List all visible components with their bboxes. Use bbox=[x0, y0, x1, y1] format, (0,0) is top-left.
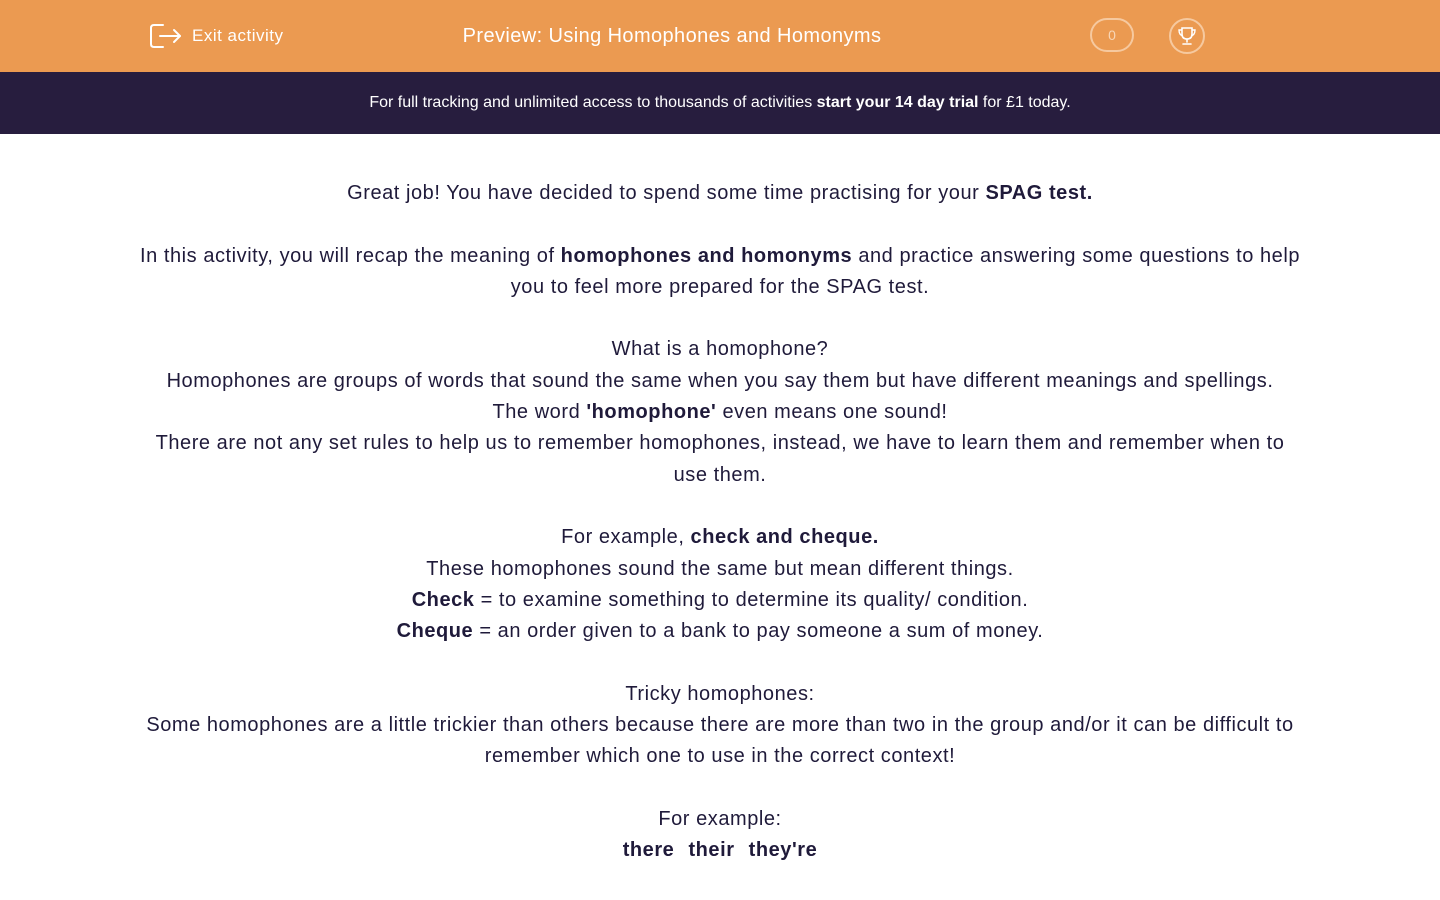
intro-bold: SPAG test. bbox=[985, 182, 1093, 204]
example-text: For example, bbox=[561, 526, 691, 549]
exit-activity-label: Exit activity bbox=[192, 26, 284, 45]
check-word: Check bbox=[411, 588, 475, 611]
intro-paragraph bbox=[140, 178, 1300, 209]
banner-text: For full tracking and unlimited access to thousands of activities bbox=[369, 94, 817, 111]
top-bar bbox=[0, 0, 1440, 72]
description-bold: homophones and homonyms bbox=[560, 244, 853, 267]
for-example-label: For example: bbox=[658, 807, 782, 830]
example-words-bold: there their they're bbox=[622, 839, 818, 862]
cheque-text: = an order given to a bank to pay someone a sum of money. bbox=[473, 620, 1044, 643]
tricky-text: Some homophones are a little trickier than others because there are more than two in the group and/or it can be difficult to remember which one to use in the correct context! bbox=[146, 714, 1294, 768]
homophone-question: What is a homophone? bbox=[611, 338, 829, 361]
example-intro bbox=[140, 522, 1300, 553]
meaning-text-end: even means one sound! bbox=[716, 401, 948, 424]
homophone-meaning bbox=[140, 397, 1300, 428]
check-text: = to examine something to determine its quality/ condition. bbox=[474, 588, 1029, 611]
homophone-rules: There are not any set rules to help us to remember homophones, instead, we have to learn them and remember when to use them. bbox=[155, 432, 1285, 486]
description-text: In this activity, you will recap the meaning of bbox=[140, 244, 561, 267]
activity-intro bbox=[140, 178, 1300, 867]
page-title: Preview: Using Homophones and Homonyms bbox=[462, 25, 882, 47]
description-text-end: and practice answering some questions to help you to feel more prepared for the SPAG test. bbox=[510, 244, 1300, 298]
example-bold: check and cheque. bbox=[690, 526, 879, 549]
example-words bbox=[140, 835, 1300, 866]
cheque-definition bbox=[140, 616, 1300, 647]
homophone-definition: Homophones are groups of words that sound the same when you say them but have different meanings and spellings. bbox=[166, 369, 1274, 392]
example-explanation: These homophones sound the same but mean different things. bbox=[426, 557, 1014, 580]
banner-text-end: for £1 today. bbox=[978, 94, 1071, 111]
trophy-button[interactable] bbox=[1169, 18, 1205, 54]
activity-description bbox=[140, 241, 1300, 304]
trial-banner bbox=[0, 72, 1440, 134]
score-badge: 0 bbox=[1090, 18, 1134, 52]
check-definition bbox=[140, 585, 1300, 616]
intro-text: Great job! You have decided to spend some time practising for your bbox=[347, 182, 986, 204]
meaning-text: The word bbox=[492, 401, 587, 424]
trophy-icon bbox=[1176, 25, 1198, 47]
cheque-word: Cheque bbox=[396, 620, 474, 643]
trial-link[interactable]: start your 14 day trial bbox=[816, 94, 979, 111]
tricky-heading: Tricky homophones: bbox=[625, 682, 815, 705]
meaning-bold: 'homophone' bbox=[586, 401, 717, 424]
